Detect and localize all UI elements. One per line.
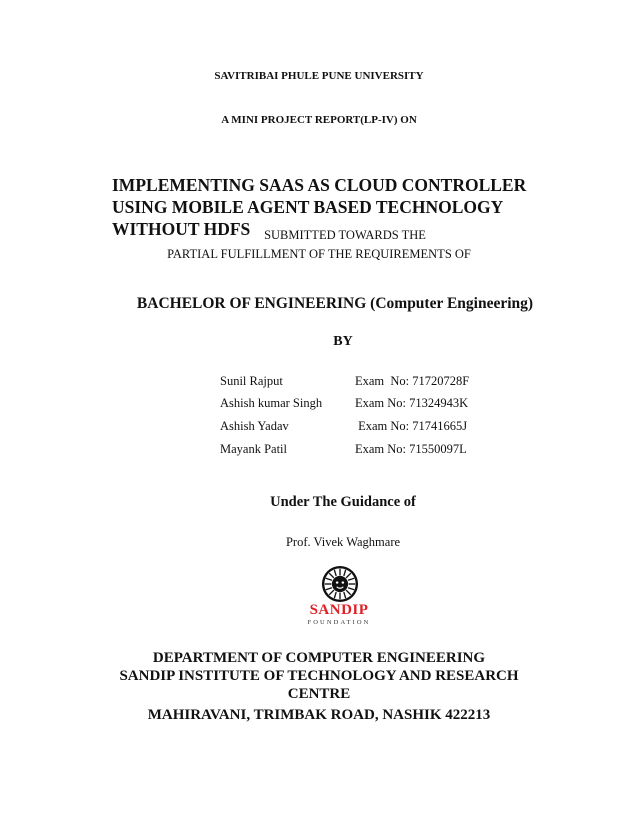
guide-name: Prof. Vivek Waghmare	[285, 535, 401, 549]
student-exam-number: Exam No: 71741665J	[355, 418, 468, 433]
lion-emblem-icon	[321, 565, 359, 603]
student-name: Mayank Patil	[220, 441, 288, 456]
by-label: BY	[333, 334, 353, 349]
sandip-foundation-logo	[300, 565, 378, 629]
university-name: SAVITRIBAI PHULE PUNE UNIVERSITY	[214, 70, 424, 82]
student-row	[220, 438, 500, 461]
student-exam-number: Exam No: 71720728F	[355, 373, 470, 388]
student-exam-number: Exam No: 71324943K	[355, 396, 469, 411]
logo-brand-text: SANDIP	[309, 602, 369, 618]
degree-name: BACHELOR OF ENGINEERING (Computer Engineering)	[136, 295, 534, 312]
student-list	[220, 370, 500, 460]
submission-line-2: PARTIAL FULFILLMENT OF THE REQUIREMENTS OF	[167, 247, 471, 261]
student-row	[220, 393, 500, 416]
student-name: Ashish Yadav	[220, 418, 289, 433]
student-row	[220, 370, 500, 393]
student-exam-number: Exam No: 71550097L	[355, 441, 467, 456]
institute-address: MAHIRAVANI, TRIMBAK ROAD, NASHIK 422213	[147, 707, 491, 723]
student-name: Sunil Rajput	[220, 373, 283, 388]
report-type: A MINI PROJECT REPORT(LP-IV) ON	[221, 114, 417, 126]
student-row	[220, 415, 500, 438]
logo-subtitle: FOUNDATION	[307, 619, 371, 626]
institute-name-line-2: CENTRE	[287, 686, 351, 702]
project-title: IMPLEMENTING SAAS AS CLOUD CONTROLLER USING MOBILE AGENT BASED TECHNOLOGY WITHOUT HDFS	[112, 175, 527, 239]
student-name: Ashish kumar Singh	[220, 396, 323, 411]
institute-name-line-1: SANDIP INSTITUTE OF TECHNOLOGY AND RESEARCH	[119, 668, 519, 684]
guidance-label: Under The Guidance of	[270, 494, 416, 510]
submission-line-1: SUBMITTED TOWARDS THE	[264, 228, 426, 242]
department-name: DEPARTMENT OF COMPUTER ENGINEERING	[152, 650, 486, 666]
